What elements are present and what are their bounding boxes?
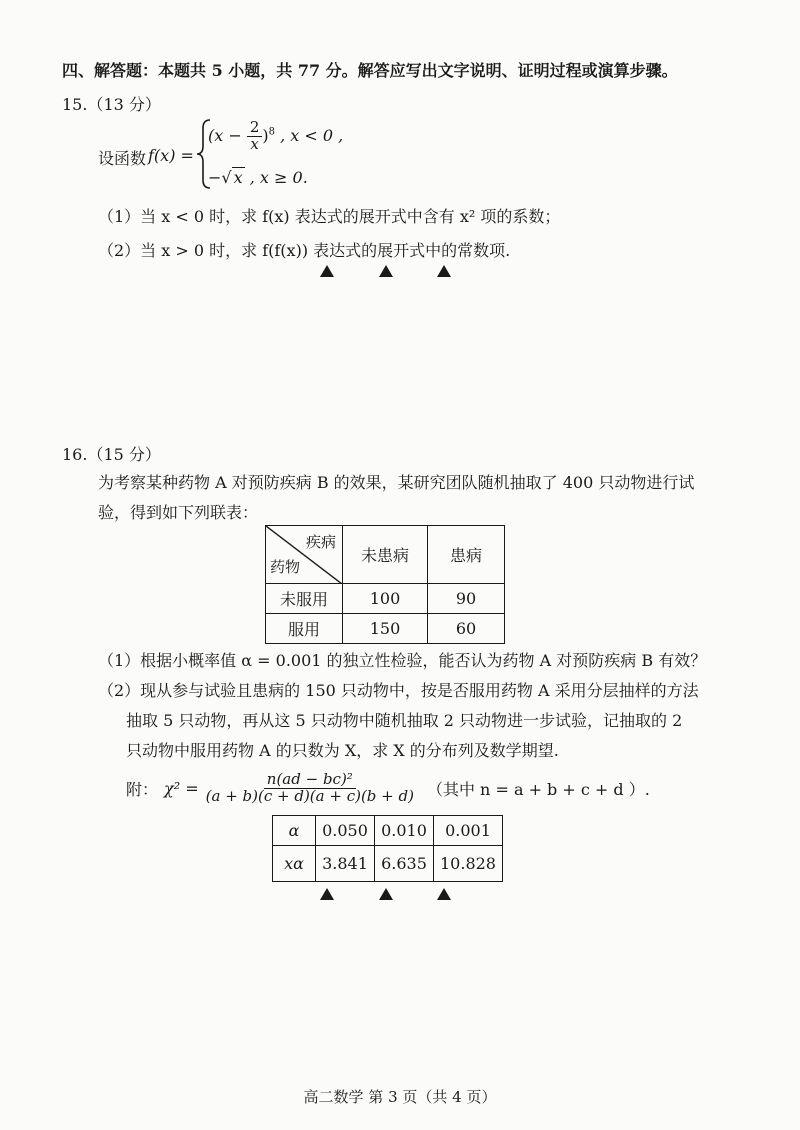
table-cell: 150 [343, 614, 428, 644]
chi-denominator: (a + b)(c + d)(a + c)(b + d) [205, 786, 414, 805]
appendix-label: 附： [126, 779, 159, 799]
table-cell: 100 [343, 584, 428, 614]
row-label: 未服用 [266, 584, 343, 614]
case1-exponent: 8 [268, 126, 276, 138]
table-cell: 0.001 [434, 816, 503, 846]
chi-square-formula [126, 772, 650, 805]
q16-part1: （1）根据小概率值 α = 0.001 的独立性检验，能否认为药物 A 对预防疾病 B 有效？ [98, 651, 707, 670]
case2-tail: , x ≥ 0. [249, 168, 308, 187]
row-label: 服用 [266, 614, 343, 644]
corner-bottom-label: 药物 [270, 558, 301, 576]
q15-fx: f(x) = [148, 146, 194, 165]
piecewise-case2: −√ x , x ≥ 0. [208, 168, 308, 187]
q16-intro-line2: 验，得到如下列联表： [98, 503, 259, 522]
q15-part2: （2）当 x > 0 时，求 f(f(x)) 表达式的展开式中的常数项. [98, 241, 511, 260]
table-cell: 60 [428, 614, 505, 644]
contingency-table [265, 525, 505, 644]
table-row [266, 584, 505, 614]
table-cell: 3.841 [316, 846, 375, 882]
row-label: α [273, 816, 316, 846]
table-corner-cell [266, 526, 343, 584]
table-cell: 10.828 [434, 846, 503, 882]
case1-base: (x − [208, 125, 242, 145]
piecewise-case1: (x − $\frac{2}{x}$ )$^8$ , x < 0 , [208, 118, 344, 153]
critical-value-table [272, 815, 503, 882]
answer-area-triangle-icon [379, 888, 393, 900]
answer-area-triangle-icon [437, 888, 451, 900]
q15-part1: （1）当 x < 0 时，求 f(x) 表达式的展开式中含有 x² 项的系数； [98, 207, 561, 226]
section-heading: 四、解答题：本题共 5 小题，共 77 分。解答应写出文字说明、证明过程或演算步骤。 [62, 61, 678, 80]
q16-part2-line3: 只动物中服用药物 A 的只数为 X，求 X 的分布列及数学期望. [126, 741, 559, 760]
column-header: 未患病 [343, 526, 428, 584]
q15-number: 15.（13 分） [62, 95, 161, 114]
corner-top-label: 疾病 [305, 533, 336, 551]
answer-area-triangle-icon [437, 265, 451, 277]
q15-lead: 设函数 [98, 149, 147, 168]
q16-part2-line1: （2）现从参与试验且患病的 150 只动物中，按是否服用药物 A 采用分层抽样的方法 [98, 681, 699, 700]
chi-note: （其中 n = a + b + c + d ）. [426, 779, 650, 799]
chi-numerator: n(ad − bc)² [264, 772, 356, 789]
case1-denominator: x [250, 134, 259, 153]
table-row [266, 614, 505, 644]
answer-area-triangle-icon [379, 265, 393, 277]
case2-radicand: x [233, 168, 243, 187]
table-row [273, 816, 503, 846]
answer-area-triangle-icon [320, 888, 334, 900]
case1-fraction [247, 120, 263, 153]
q16-intro-line1: 为考察某种药物 A 对预防疾病 B 的效果，某研究团队随机抽取了 400 只动物进行试 [98, 473, 695, 492]
row-label: xα [273, 846, 316, 882]
table-cell: 0.050 [316, 816, 375, 846]
chi-lhs: χ² = [164, 778, 199, 798]
page-footer: 高二数学 第 3 页（共 4 页） [303, 1088, 497, 1106]
table-row [273, 846, 503, 882]
column-header: 患病 [428, 526, 505, 584]
case1-numerator: 2 [247, 120, 263, 137]
table-cell: 90 [428, 584, 505, 614]
answer-area-triangle-icon [320, 265, 334, 277]
q16-part2-line2: 抽取 5 只动物，再从这 5 只动物中随机抽取 2 只动物进一步试验，记抽取的 2 [126, 711, 683, 730]
case1-tail: , x < 0 , [280, 125, 344, 145]
q16-number: 16.（15 分） [62, 445, 161, 464]
table-cell: 6.635 [375, 846, 434, 882]
chi-fraction [203, 772, 417, 805]
table-cell: 0.010 [375, 816, 434, 846]
case2-neg: − [208, 168, 222, 187]
